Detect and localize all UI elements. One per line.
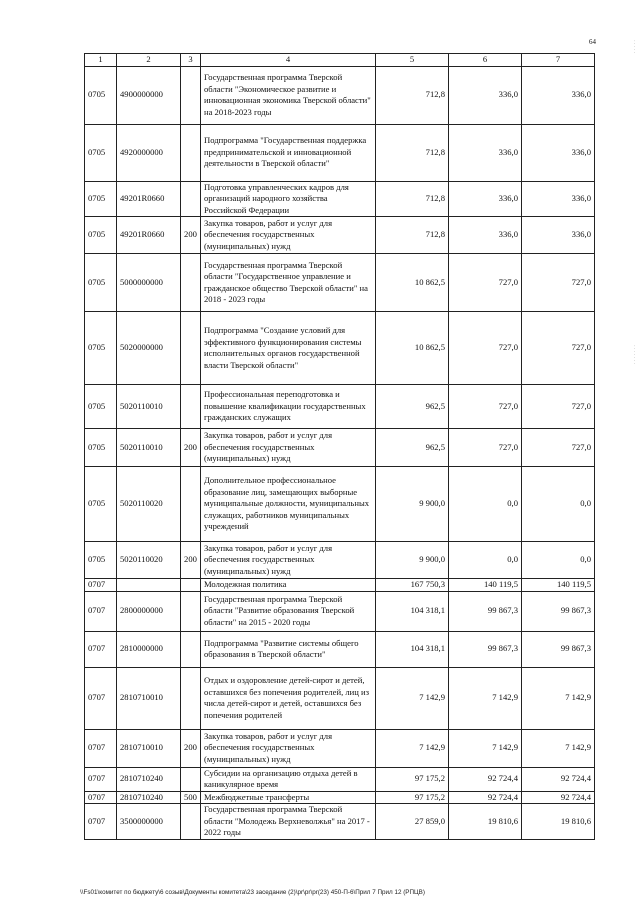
target-code-cell	[117, 579, 181, 592]
amount-cell-year1: 712,8	[376, 217, 449, 254]
target-code-cell: 4920000000	[117, 124, 181, 181]
table-row	[85, 467, 595, 542]
section-cell: 0705	[85, 467, 117, 542]
amount-cell-year3: 727,0	[522, 385, 595, 429]
table-row	[85, 791, 595, 804]
expense-type-cell	[181, 667, 201, 729]
section-cell: 0707	[85, 767, 117, 791]
expense-type-cell	[181, 385, 201, 429]
amount-cell-year3: 99 867,3	[522, 631, 595, 667]
table-row	[85, 66, 595, 124]
table-row	[85, 312, 595, 385]
header-col-3: 3	[181, 54, 201, 67]
amount-cell-year1: 7 142,9	[376, 729, 449, 767]
amount-cell-year2: 7 142,9	[449, 667, 522, 729]
amount-cell-year2: 7 142,9	[449, 729, 522, 767]
amount-cell-year2: 99 867,3	[449, 631, 522, 667]
amount-cell-year3: 7 142,9	[522, 667, 595, 729]
item-name-cell: Государственная программа Тверской области "Экономическое развитие и инновационная экономика Тверской области" на 2018-2023 годы	[201, 66, 376, 124]
amount-cell-year3: 92 724,4	[522, 791, 595, 804]
amount-cell-year3: 0,0	[522, 542, 595, 579]
amount-cell-year2: 336,0	[449, 124, 522, 181]
target-code-cell: 49201R0660	[117, 181, 181, 217]
section-cell: 0705	[85, 542, 117, 579]
header-col-5: 5	[376, 54, 449, 67]
target-code-cell: 5020110020	[117, 467, 181, 542]
item-name-cell: Подпрограмма "Государственная поддержка предпринимательской и инновационной деятельности в Тверской области"	[201, 124, 376, 181]
amount-cell-year2: 727,0	[449, 385, 522, 429]
table-row	[85, 729, 595, 767]
table-body	[85, 66, 595, 839]
amount-cell-year3: 727,0	[522, 254, 595, 312]
expense-type-cell	[181, 181, 201, 217]
expense-type-cell: 200	[181, 429, 201, 467]
expense-type-cell: 500	[181, 791, 201, 804]
amount-cell-year2: 727,0	[449, 312, 522, 385]
expense-type-cell	[181, 579, 201, 592]
amount-cell-year1: 97 175,2	[376, 767, 449, 791]
amount-cell-year3: 92 724,4	[522, 767, 595, 791]
header-col-6: 6	[449, 54, 522, 67]
section-cell: 0705	[85, 254, 117, 312]
item-name-cell: Молодежная политика	[201, 579, 376, 592]
target-code-cell: 49201R0660	[117, 217, 181, 254]
amount-cell-year1: 104 318,1	[376, 631, 449, 667]
target-code-cell: 2800000000	[117, 591, 181, 631]
section-cell: 0705	[85, 217, 117, 254]
target-code-cell: 2810710010	[117, 729, 181, 767]
amount-cell-year2: 336,0	[449, 217, 522, 254]
item-name-cell: Закупка товаров, работ и услуг для обеспечения государственных (муниципальных) нужд	[201, 542, 376, 579]
item-name-cell: Подпрограмма "Создание условий для эффективного функционирования системы исполнительных органов государственной власти Тверской области"	[201, 312, 376, 385]
section-cell: 0707	[85, 804, 117, 840]
item-name-cell: Межбюджетные трансферты	[201, 791, 376, 804]
expense-type-cell	[181, 591, 201, 631]
target-code-cell: 2810710240	[117, 767, 181, 791]
table-row	[85, 254, 595, 312]
amount-cell-year3: 727,0	[522, 312, 595, 385]
expense-type-cell: 200	[181, 217, 201, 254]
header-col-1: 1	[85, 54, 117, 67]
expense-type-cell	[181, 66, 201, 124]
header-col-7: 7	[522, 54, 595, 67]
target-code-cell: 5000000000	[117, 254, 181, 312]
amount-cell-year2: 19 810,6	[449, 804, 522, 840]
section-cell: 0705	[85, 181, 117, 217]
section-cell: 0707	[85, 729, 117, 767]
amount-cell-year2: 92 724,4	[449, 767, 522, 791]
expense-type-cell: 200	[181, 542, 201, 579]
amount-cell-year1: 167 750,3	[376, 579, 449, 592]
table-row	[85, 124, 595, 181]
table-row	[85, 217, 595, 254]
amount-cell-year2: 0,0	[449, 542, 522, 579]
scan-margin-mark: · · · · ·	[631, 40, 636, 54]
amount-cell-year1: 9 900,0	[376, 467, 449, 542]
amount-cell-year1: 712,8	[376, 181, 449, 217]
expense-type-cell: 200	[181, 729, 201, 767]
amount-cell-year2: 336,0	[449, 66, 522, 124]
amount-cell-year1: 10 862,5	[376, 254, 449, 312]
item-name-cell: Профессиональная переподготовка и повышение квалификации государственных гражданских служащих	[201, 385, 376, 429]
file-path-footer: \\Fs01\комитет по бюджету\6 созыв\Документы комитета\23 заседание (2)\pr\pr\pr(23) 450-П-6\Прил 7 Прил 12 (РПЦВ)	[80, 889, 425, 896]
amount-cell-year2: 92 724,4	[449, 791, 522, 804]
table-row	[85, 667, 595, 729]
header-col-4: 4	[201, 54, 376, 67]
amount-cell-year1: 9 900,0	[376, 542, 449, 579]
target-code-cell: 4900000000	[117, 66, 181, 124]
amount-cell-year1: 962,5	[376, 385, 449, 429]
table-row	[85, 579, 595, 592]
section-cell: 0707	[85, 667, 117, 729]
section-cell: 0705	[85, 66, 117, 124]
budget-table	[84, 53, 595, 840]
amount-cell-year1: 7 142,9	[376, 667, 449, 729]
amount-cell-year3: 336,0	[522, 217, 595, 254]
item-name-cell: Закупка товаров, работ и услуг для обеспечения государственных (муниципальных) нужд	[201, 429, 376, 467]
amount-cell-year2: 0,0	[449, 467, 522, 542]
amount-cell-year1: 97 175,2	[376, 791, 449, 804]
target-code-cell: 2810710010	[117, 667, 181, 729]
table-row	[85, 181, 595, 217]
target-code-cell: 5020110010	[117, 385, 181, 429]
expense-type-cell	[181, 124, 201, 181]
amount-cell-year3: 140 119,5	[522, 579, 595, 592]
section-cell: 0707	[85, 791, 117, 804]
table-row	[85, 429, 595, 467]
section-cell: 0707	[85, 631, 117, 667]
amount-cell-year3: 19 810,6	[522, 804, 595, 840]
item-name-cell: Государственная программа Тверской области "Молодежь Верхневолжья" на 2017 - 2022 годы	[201, 804, 376, 840]
item-name-cell: Дополнительное профессиональное образование лиц, замещающих выборные муниципальные должности, муниципальных служащих, работников муниципальных учреждений	[201, 467, 376, 542]
amount-cell-year2: 140 119,5	[449, 579, 522, 592]
expense-type-cell	[181, 467, 201, 542]
section-cell: 0705	[85, 312, 117, 385]
amount-cell-year1: 27 859,0	[376, 804, 449, 840]
amount-cell-year3: 7 142,9	[522, 729, 595, 767]
target-code-cell: 5020110010	[117, 429, 181, 467]
target-code-cell: 2810710240	[117, 791, 181, 804]
section-cell: 0705	[85, 385, 117, 429]
amount-cell-year3: 727,0	[522, 429, 595, 467]
item-name-cell: Государственная программа Тверской области "Развитие образования Тверской области" на 2015 - 2020 годы	[201, 591, 376, 631]
item-name-cell: Отдых и оздоровление детей-сирот и детей, оставшихся без попечения родителей, лиц из числа детей-сирот и детей, оставшихся без попечения родителей	[201, 667, 376, 729]
amount-cell-year2: 727,0	[449, 254, 522, 312]
item-name-cell: Государственная программа Тверской области "Государственное управление и гражданское общество Тверской области" на 2018 - 2023 годы	[201, 254, 376, 312]
section-cell: 0705	[85, 429, 117, 467]
table-row	[85, 591, 595, 631]
item-name-cell: Закупка товаров, работ и услуг для обеспечения государственных (муниципальных) нужд	[201, 729, 376, 767]
expense-type-cell	[181, 631, 201, 667]
target-code-cell: 5020000000	[117, 312, 181, 385]
amount-cell-year1: 712,8	[376, 124, 449, 181]
header-col-2: 2	[117, 54, 181, 67]
table-row	[85, 385, 595, 429]
amount-cell-year3: 336,0	[522, 181, 595, 217]
section-cell: 0707	[85, 591, 117, 631]
expense-type-cell	[181, 254, 201, 312]
item-name-cell: Закупка товаров, работ и услуг для обеспечения государственных (муниципальных) нужд	[201, 217, 376, 254]
section-cell: 0705	[85, 124, 117, 181]
item-name-cell: Субсидии на организацию отдыха детей в каникулярное время	[201, 767, 376, 791]
amount-cell-year1: 10 862,5	[376, 312, 449, 385]
amount-cell-year3: 99 867,3	[522, 591, 595, 631]
amount-cell-year2: 99 867,3	[449, 591, 522, 631]
target-code-cell: 5020110020	[117, 542, 181, 579]
amount-cell-year3: 336,0	[522, 124, 595, 181]
item-name-cell: Подготовка управленческих кадров для организаций народного хозяйства Российской Федерации	[201, 181, 376, 217]
section-cell: 0707	[85, 579, 117, 592]
target-code-cell: 3500000000	[117, 804, 181, 840]
amount-cell-year3: 0,0	[522, 467, 595, 542]
amount-cell-year3: 336,0	[522, 66, 595, 124]
page-number: 64	[589, 38, 596, 46]
amount-cell-year2: 336,0	[449, 181, 522, 217]
table-row	[85, 804, 595, 840]
item-name-cell: Подпрограмма "Развитие системы общего образования в Тверской области"	[201, 631, 376, 667]
target-code-cell: 2810000000	[117, 631, 181, 667]
expense-type-cell	[181, 312, 201, 385]
expense-type-cell	[181, 804, 201, 840]
amount-cell-year1: 712,8	[376, 66, 449, 124]
expense-type-cell	[181, 767, 201, 791]
scan-margin-mark: · · · · · · ·	[631, 345, 636, 365]
amount-cell-year1: 962,5	[376, 429, 449, 467]
table-header-row	[85, 54, 595, 67]
table-row	[85, 631, 595, 667]
amount-cell-year1: 104 318,1	[376, 591, 449, 631]
amount-cell-year2: 727,0	[449, 429, 522, 467]
table-row	[85, 542, 595, 579]
table-row	[85, 767, 595, 791]
